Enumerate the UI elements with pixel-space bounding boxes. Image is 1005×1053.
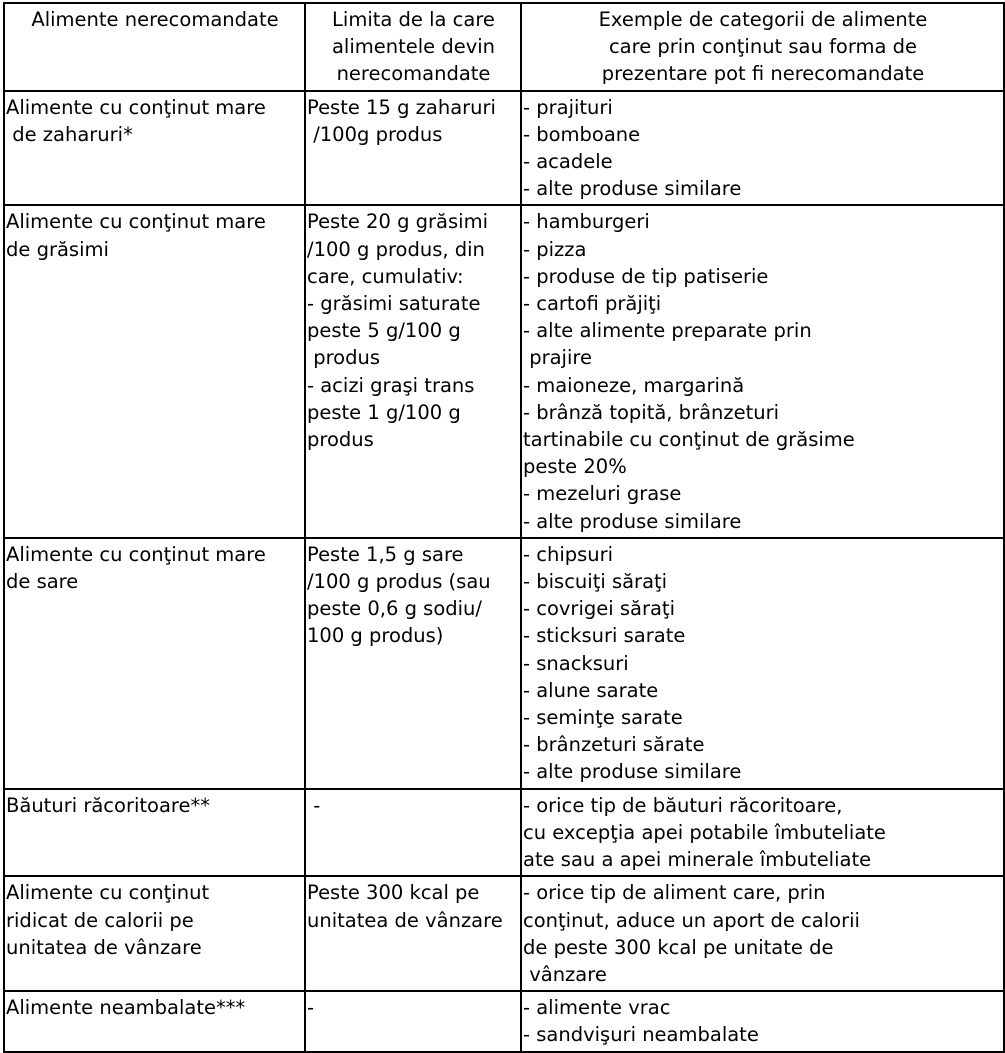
examples-cell-line: vânzare (523, 962, 607, 986)
examples-cell-line: - bomboane (523, 122, 641, 146)
header-examples-line: Exemple de categorii de alimente (598, 8, 928, 31)
examples-cell-line: - sandvişuri neambalate (523, 1023, 759, 1047)
examples-cell-line: - pizza (523, 237, 587, 261)
limit-cell-line: produs (307, 428, 374, 452)
examples-cell (521, 876, 1004, 991)
examples-cell-line: - cartofi prăjiţi (523, 292, 662, 316)
category-cell (4, 91, 305, 206)
examples-cell-line: - alimente vrac (523, 996, 671, 1020)
examples-cell-line: - produse de tip patiserie (523, 264, 769, 288)
limit-cell-line: 100 g produs) (307, 624, 444, 648)
table-header-row (4, 3, 1004, 91)
limit-cell-line: Peste 15 g zaharuri (307, 95, 496, 119)
examples-cell-line: - brânzeturi sărate (523, 733, 705, 757)
header-limit-line: Limita de la care (332, 8, 495, 31)
category-cell-line: de zaharuri* (6, 122, 133, 146)
limit-cell (305, 91, 521, 206)
examples-cell-line: - brânză topită, brânzeturi (523, 400, 780, 424)
limit-cell-line: Peste 1,5 g sare (307, 542, 464, 566)
limit-cell (305, 789, 521, 877)
examples-cell (521, 991, 1004, 1051)
header-limit-line: nerecomandate (336, 62, 491, 86)
limit-cell-line: /100g produs (307, 122, 443, 146)
limit-cell-line: Peste 20 g grăsimi (307, 210, 488, 234)
examples-cell-line: - orice tip de aliment care, prin (523, 881, 826, 905)
category-cell-line: de grăsimi (6, 237, 109, 261)
limit-cell-line: unitatea de vânzare (307, 908, 503, 932)
category-cell (4, 876, 305, 991)
examples-cell-line: - covrigei săraţi (523, 597, 675, 621)
limit-cell-line: - grăsimi saturate (307, 292, 481, 316)
examples-cell-line: ate sau a apei minerale îmbuteliate (523, 848, 872, 872)
category-cell (4, 205, 305, 537)
table-row (4, 538, 1004, 789)
table-row (4, 205, 1004, 537)
examples-cell-line: - alte produse similare (523, 509, 742, 533)
examples-cell-line: - mezeluri grase (523, 482, 682, 506)
examples-cell-line: cu excepţia apei potabile îmbuteliate (523, 820, 886, 844)
examples-cell-line: tartinabile cu conţinut de grăsime (523, 428, 855, 452)
limit-cell-line: - acizi graşi trans (307, 373, 475, 397)
examples-cell-line: conţinut, aduce un aport de calorii (523, 908, 860, 932)
category-cell-line: Alimente cu conţinut mare (6, 95, 266, 119)
limit-cell (305, 205, 521, 537)
limit-cell-line: - (307, 996, 315, 1020)
examples-cell-line: - seminţe sarate (523, 706, 683, 730)
examples-cell-line: - alte alimente preparate prin (523, 319, 812, 343)
examples-cell-line: - alte produse similare (523, 760, 742, 784)
table-row (4, 991, 1004, 1051)
category-cell (4, 538, 305, 789)
examples-cell (521, 789, 1004, 877)
table-row (4, 876, 1004, 991)
examples-cell-line: - orice tip de băuturi răcoritoare, (523, 793, 843, 817)
examples-cell-line: - maioneze, margarină (523, 373, 745, 397)
limit-cell (305, 876, 521, 991)
header-examples-line: prezentare pot fi nerecomandate (601, 62, 925, 86)
limit-cell-line: /100 g produs (sau (307, 570, 491, 594)
category-cell-line: ridicat de calorii pe (6, 908, 194, 932)
category-cell-line: Băuturi răcoritoare** (6, 793, 210, 817)
examples-cell-line: - prajituri (523, 95, 613, 119)
header-limit (305, 3, 521, 91)
limit-cell-line: produs (307, 346, 380, 370)
examples-cell-line: - acadele (523, 150, 613, 174)
limit-cell-line: /100 g produs, din (307, 237, 485, 261)
header-category (4, 3, 305, 91)
examples-cell (521, 538, 1004, 789)
table-body (4, 91, 1004, 1052)
examples-cell-line: - sticksuri sarate (523, 624, 686, 648)
examples-cell-line: de peste 300 kcal pe unitate de (523, 935, 834, 959)
examples-cell-line: - alte produse similare (523, 177, 742, 201)
limit-cell-line: Peste 300 kcal pe (307, 881, 480, 905)
nutrition-table (3, 2, 1005, 1053)
category-cell (4, 991, 305, 1051)
category-cell-line: Alimente cu conţinut mare (6, 210, 266, 234)
category-cell-line: de sare (6, 570, 79, 594)
examples-cell (521, 91, 1004, 206)
limit-cell-line: peste 5 g/100 g (307, 319, 461, 343)
limit-cell-line: - (307, 793, 321, 817)
category-cell (4, 789, 305, 877)
table-row (4, 91, 1004, 206)
category-cell-line: Alimente neambalate*** (6, 996, 246, 1020)
examples-cell-line: - biscuiţi săraţi (523, 570, 668, 594)
examples-cell-line: prajire (523, 346, 592, 370)
limit-cell (305, 538, 521, 789)
limit-cell-line: peste 0,6 g sodiu/ (307, 597, 482, 621)
table-row (4, 789, 1004, 877)
examples-cell-line: - snacksuri (523, 651, 629, 675)
header-examples-line: care prin conţinut sau forma de (608, 35, 918, 59)
header-limit-line: alimentele devin (331, 35, 496, 59)
limit-cell-line: care, cumulativ: (307, 264, 464, 288)
examples-cell-line: - chipsuri (523, 542, 614, 566)
header-category-line: Alimente nerecomandate (31, 8, 279, 31)
category-cell-line: Alimente cu conţinut (6, 881, 210, 905)
examples-cell-line: - alune sarate (523, 678, 659, 702)
header-examples (521, 3, 1004, 91)
limit-cell-line: peste 1 g/100 g (307, 400, 461, 424)
limit-cell (305, 991, 521, 1051)
examples-cell-line: peste 20% (523, 455, 627, 479)
examples-cell (521, 205, 1004, 537)
examples-cell-line: - hamburgeri (523, 210, 650, 234)
category-cell-line: Alimente cu conţinut mare (6, 542, 266, 566)
category-cell-line: unitatea de vânzare (6, 935, 202, 959)
